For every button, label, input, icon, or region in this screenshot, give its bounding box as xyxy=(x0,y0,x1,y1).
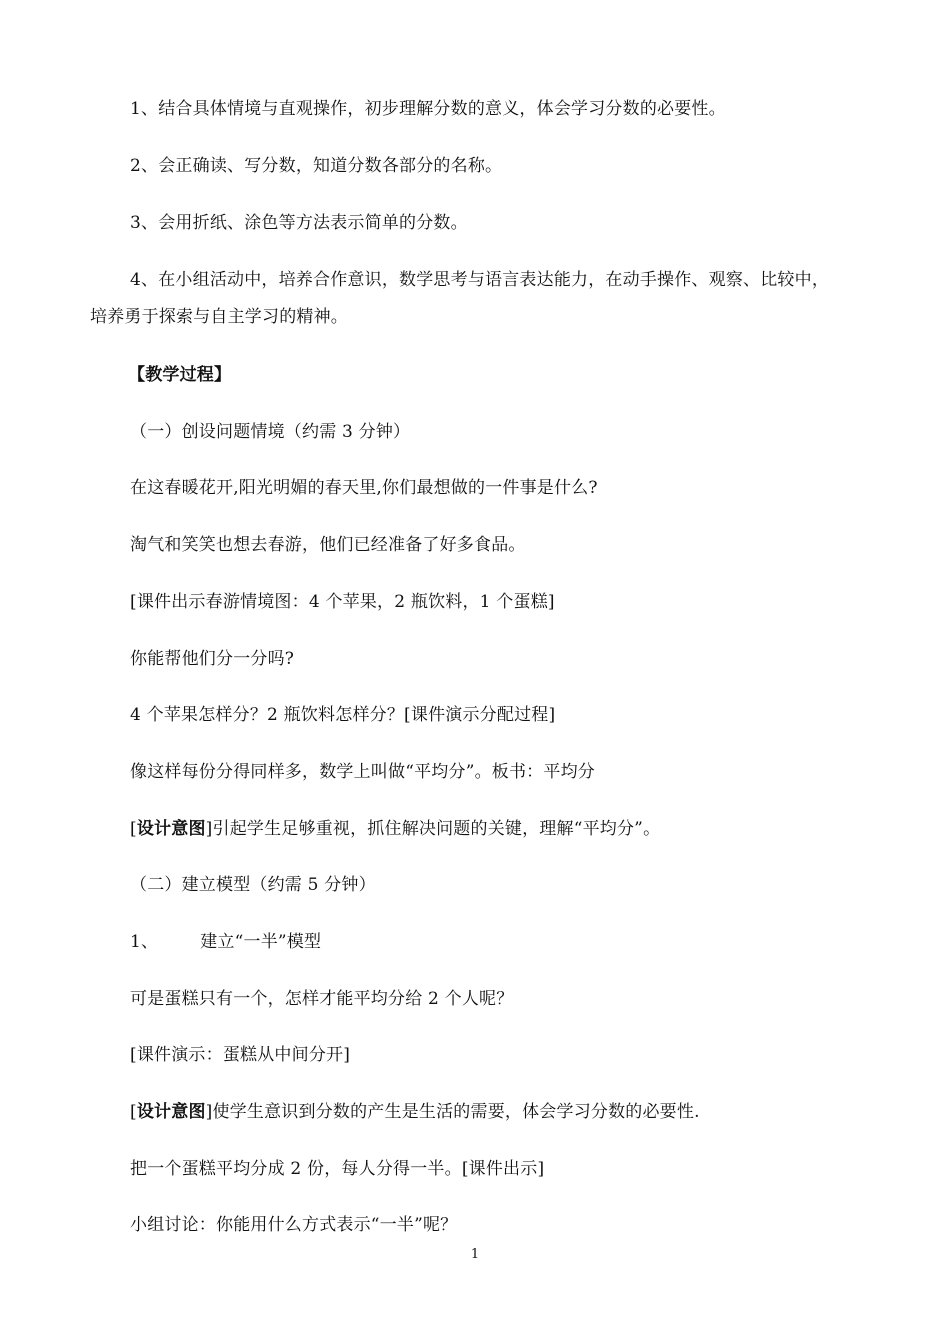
part1-line-2: 淘气和笑笑也想去春游，他们已经准备了好多食品。 xyxy=(130,535,526,555)
design-intent-label: 设计意图 xyxy=(136,1102,206,1122)
part2-line-3: 把一个蛋糕平均分成 2 份，每人分得一半。[课件出示] xyxy=(130,1159,545,1179)
design-intent-open-bracket: [ xyxy=(130,819,137,839)
part1-line-1: 在这春暖花开,阳光明媚的春天里,你们最想做的一件事是什么? xyxy=(130,478,598,498)
design-intent-text: ]使学生意识到分数的产生是生活的需要，体会学习分数的必要性. xyxy=(205,1102,700,1122)
objective-1: 1、结合具体情境与直观操作，初步理解分数的意义，体会学习分数的必要性。 xyxy=(130,99,726,119)
part1-line-6: 像这样每份分得同样多，数学上叫做“平均分”。板书：平均分 xyxy=(130,762,595,782)
objective-4-continued: 培养勇于探索与自主学习的精神。 xyxy=(90,307,348,327)
part1-design-intent xyxy=(130,817,660,841)
item-title: 建立“一半”模型 xyxy=(200,932,322,952)
part2-line-1: 可是蛋糕只有一个，怎样才能平均分给 2 个人呢？ xyxy=(130,989,514,1009)
part1-line-5: 4 个苹果怎样分？2 瓶饮料怎样分？[课件演示分配过程] xyxy=(130,705,556,725)
design-intent-text: ]引起学生足够重视，抓住解决问题的关键，理解“平均分”。 xyxy=(205,819,661,839)
design-intent-open-bracket: [ xyxy=(130,1102,137,1122)
part2-line-2: [课件演示：蛋糕从中间分开] xyxy=(130,1045,351,1065)
part1-line-4: 你能帮他们分一分吗? xyxy=(130,649,295,669)
part1-heading: （一）创设问题情境（约需 3 分钟） xyxy=(130,422,411,442)
design-intent-label: 设计意图 xyxy=(136,819,206,839)
part2-heading: （二）建立模型（约需 5 分钟） xyxy=(130,875,376,895)
objective-4: 4、在小组活动中，培养合作意识，数学思考与语言表达能力，在动手操作、观察、比较中， xyxy=(130,270,830,290)
section-heading: 【教学过程】 xyxy=(128,365,232,385)
item-number: 1、 xyxy=(130,932,159,952)
part2-line-4: 小组讨论：你能用什么方式表示“一半”呢？ xyxy=(130,1215,458,1235)
part2-item-1 xyxy=(130,930,321,954)
objective-2: 2、会正确读、写分数，知道分数各部分的名称。 xyxy=(130,156,503,176)
page-number: 1 xyxy=(470,1247,480,1262)
objective-3: 3、会用折纸、涂色等方法表示简单的分数。 xyxy=(130,213,468,233)
part1-line-3: [课件出示春游情境图：4 个苹果，2 瓶饮料，1 个蛋糕] xyxy=(130,592,555,612)
part2-design-intent xyxy=(130,1100,700,1124)
